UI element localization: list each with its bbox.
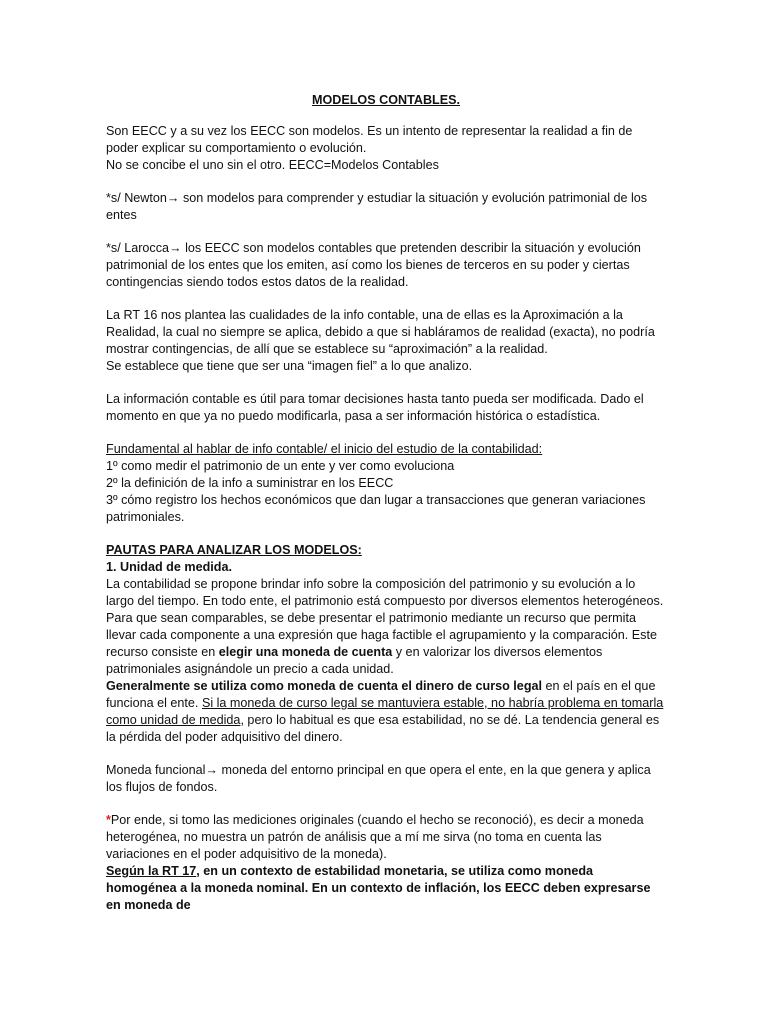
- paragraph-text: Son EECC y a su vez los EECC son modelos. Es un intento de representar la realidad a fin de poder explicar su comportamiento o evolución.: [106, 124, 633, 155]
- underlined-text: Si la moneda de curso legal se mantuviera estable, no habría problema en tomarla como unidad de medida: [106, 696, 664, 727]
- paragraph-newton: *s/ Newton→ son modelos para comprender y estudiar la situación y evolución patrimonial de los entes: [106, 191, 648, 222]
- document-body: [106, 92, 666, 914]
- paragraph-rt16: [106, 307, 666, 375]
- paragraph-eecc-modelos: [106, 123, 666, 174]
- list-item: 1º como medir el patrimonio de un ente y ver como evoluciona: [106, 459, 455, 473]
- red-asterisk: *: [106, 813, 111, 827]
- pautas-heading: PAUTAS PARA ANALIZAR LOS MODELOS:: [106, 543, 362, 557]
- fundamental-section: [106, 441, 666, 526]
- bold-text: , en un contexto de estabilidad monetaria, se utiliza como moneda homogénea a la moneda nominal. En un contexto de inflación, los EECC deben expresarse en moneda de: [106, 864, 651, 912]
- paragraph-larocca: *s/ Larocca→ los EECC son modelos contables que pretenden describir la situación y evolución patrimonial de los entes que los emiten, así como los bienes de terceros en su poder y ciertas contingencias siendo todos estos datos de la realidad.: [106, 241, 641, 289]
- paragraph-moneda-cuenta: [106, 678, 666, 746]
- paragraph-informacion-contable: La información contable es útil para tomar decisiones hasta tanto pueda ser modificada. Dado el momento en que ya no puedo modificarla, pasa a ser información histórica o estadística.: [106, 392, 644, 423]
- paragraph-text: Se establece que tiene que ser una “imagen fiel” a lo que analizo.: [106, 359, 473, 373]
- paragraph-text: Por ende, si tomo las mediciones originales (cuando el hecho se reconoció), es decir a moneda heterogénea, no muestra un patrón de análisis que a mí me sirva (no toma en cuenta las variaciones en el poder adquisitivo de la moneda).: [106, 813, 644, 861]
- bold-text: Generalmente se utiliza como moneda de cuenta el dinero de curso legal: [106, 679, 543, 693]
- paragraph-moneda-funcional: Moneda funcional→ moneda del entorno principal en que opera el ente, en la que genera y aplica los flujos de fondos.: [106, 763, 651, 794]
- bold-text: elegir una moneda de cuenta: [218, 645, 393, 659]
- paragraph-text: La contabilidad se propone brindar info sobre la composición del patrimonio y su evolución a lo largo del tiempo. En todo ente, el patrimonio está compuesto por diversos elementos heterogéneos.: [106, 577, 664, 608]
- pautas-subheading: 1. Unidad de medida.: [106, 560, 232, 574]
- document-title: MODELOS CONTABLES.: [311, 93, 461, 107]
- list-item: 3º cómo registro los hechos económicos que dan lugar a transacciones que generan variaciones patrimoniales.: [106, 493, 646, 524]
- paragraph-rt17: [106, 812, 666, 914]
- underlined-text: Según la RT 17: [106, 864, 197, 878]
- pautas-section: [106, 542, 666, 746]
- paragraph-text: No se concibe el uno sin el otro. EECC=Modelos Contables: [106, 158, 439, 172]
- paragraph-text: , pero lo habitual es que esa estabilidad, no se dé. La tendencia general es la pérdida del poder adquisitivo del dinero.: [106, 713, 660, 744]
- list-item: 2º la definición de la info a suministrar en los EECC: [106, 476, 394, 490]
- paragraph-text: en el país en el que funciona el ente.: [106, 679, 656, 710]
- paragraph-comparables: [106, 610, 666, 678]
- paragraph-text: Para que sean comparables, se debe presentar el patrimonio mediante un recurso que permita llevar cada componente a una expresión que haga factible el agrupamiento y la comparación. Este recurso consiste en: [106, 611, 657, 659]
- paragraph-mediciones: [106, 812, 666, 863]
- fundamental-heading: Fundamental al hablar de info contable/ el inicio del estudio de la contabilidad:: [106, 442, 543, 456]
- paragraph-text: La RT 16 nos plantea las cualidades de la info contable, una de ellas es la Aproximación a la Realidad, la cual no siempre se aplica, debido a que si habláramos de realidad (exacta), no podría mostrar contingencias, de allí que se establece su “aproximación” a la realidad.: [106, 308, 655, 356]
- paragraph-segun-rt17: [106, 863, 666, 914]
- paragraph-text: y en valorizar los diversos elementos patrimoniales asignándole un precio a cada unidad.: [106, 645, 603, 676]
